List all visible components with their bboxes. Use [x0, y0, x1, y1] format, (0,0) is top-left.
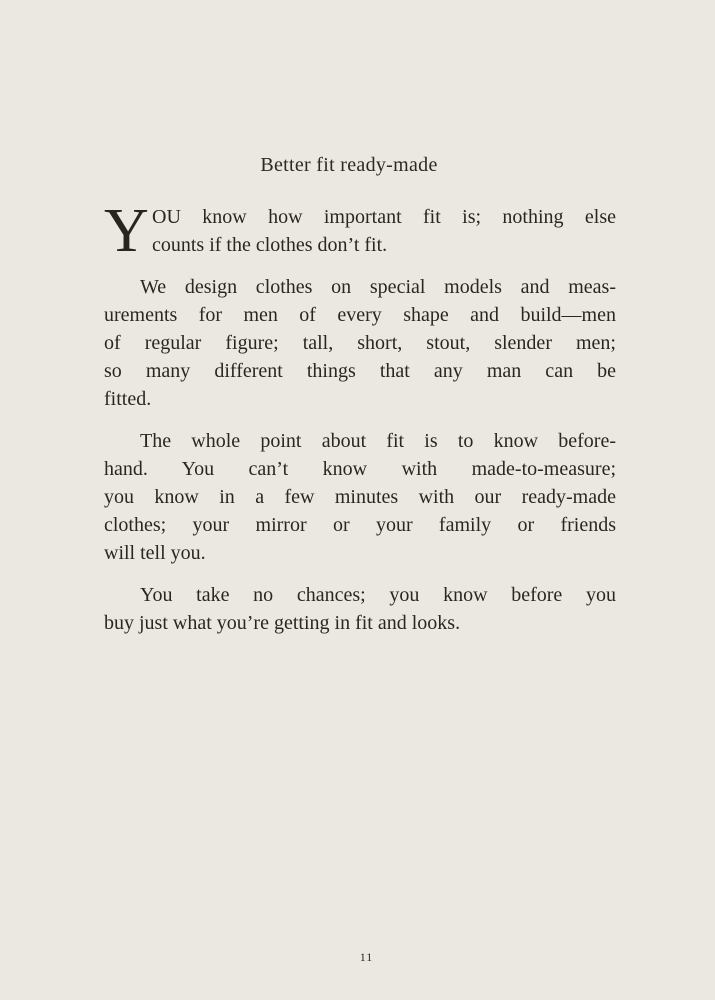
paragraph-gap — [104, 259, 616, 273]
paragraph-3 — [104, 427, 616, 567]
paragraph-4 — [104, 581, 616, 637]
text-line: You take no chances; you know before you — [140, 584, 616, 606]
page-number — [0, 950, 715, 965]
text-line: will tell you. — [104, 542, 206, 564]
paragraph-1 — [104, 197, 616, 265]
text-line: you know in a few minutes with our ready-made — [104, 486, 616, 508]
paragraph-gap — [104, 567, 616, 581]
text-line: fitted. — [104, 388, 152, 410]
paragraph-2 — [104, 273, 616, 413]
drop-cap: Y — [104, 197, 149, 265]
text-line: urements for men of every shape and build—men — [104, 304, 616, 326]
text-line: of regular figure; tall, short, stout, slender men; — [104, 332, 616, 354]
text-line: clothes; your mirror or your family or friends — [104, 514, 616, 536]
text-line: OU know how important fit is; nothing else — [152, 206, 616, 228]
text-line: We design clothes on special models and meas- — [140, 276, 616, 298]
text-line: hand. You can’t know with made-to-measure; — [104, 458, 616, 480]
page-number-text: 11 — [359, 950, 374, 964]
text-line: buy just what you’re getting in fit and looks. — [104, 612, 461, 634]
paragraph-gap — [104, 413, 616, 427]
text-line: counts if the clothes don’t fit. — [152, 234, 388, 256]
page-title — [0, 154, 715, 177]
text-line: The whole point about fit is to know before- — [140, 430, 616, 452]
paragraph-1-text — [152, 203, 616, 259]
body-text — [104, 197, 616, 637]
page-title-text: Better fit ready-made — [260, 154, 438, 176]
text-line: so many different things that any man can be — [104, 360, 616, 382]
